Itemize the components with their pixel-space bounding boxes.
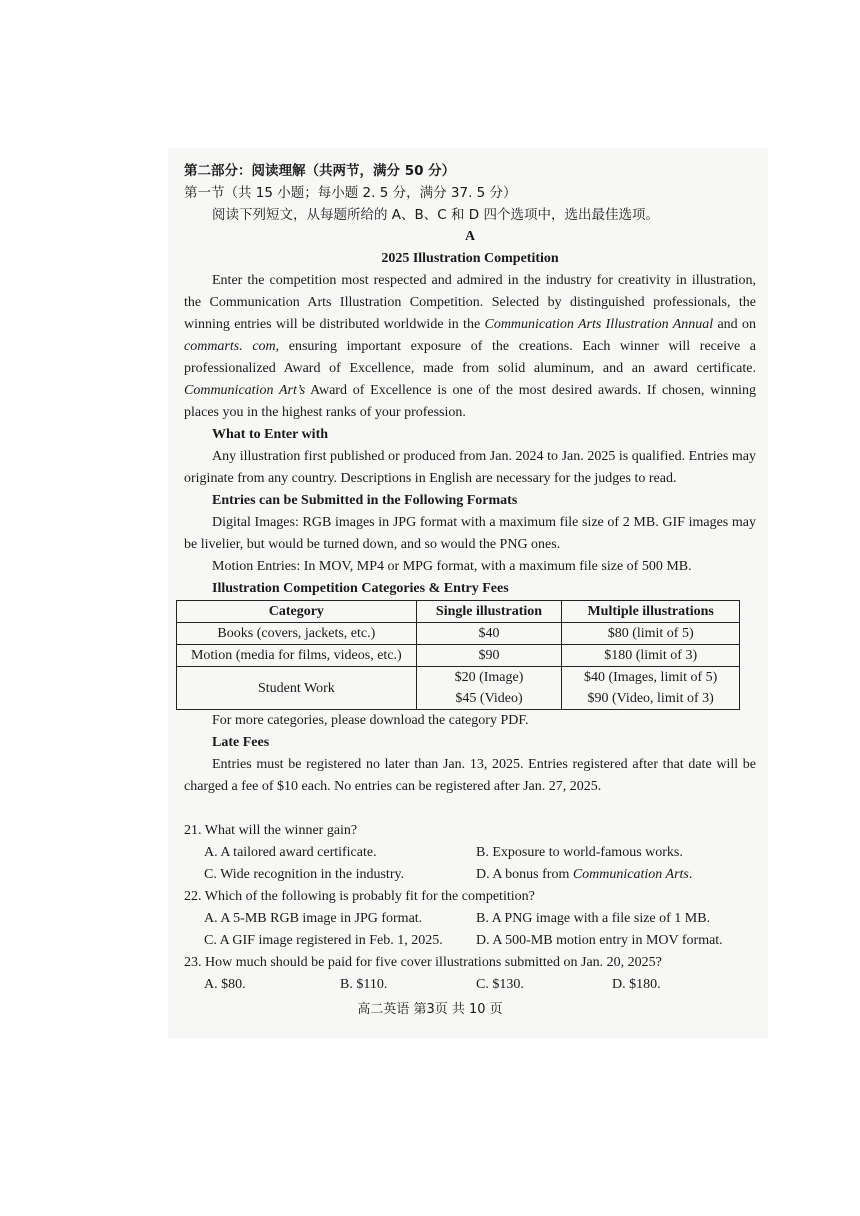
- cell-single: $20 (Image): [416, 667, 562, 689]
- header-multiple: Multiple illustrations: [562, 601, 740, 623]
- passage-title: 2025 Illustration Competition: [381, 251, 559, 266]
- formats-heading: Entries can be Submitted in the Following Formats: [212, 493, 518, 508]
- spacer: [184, 798, 756, 820]
- question-22-options-row-2: [184, 930, 756, 952]
- late-paragraph: Entries must be registered no later than Jan. 13, 2025. Entries registered after that date will be charged a fee of $10 each. No entries can be registered after Jan. 27, 2025.: [184, 757, 756, 794]
- option-a: A. A tailored award certificate.: [204, 845, 377, 860]
- passage-letter: A: [464, 229, 476, 244]
- table-row: [177, 645, 740, 667]
- table-row: [177, 623, 740, 645]
- cell-multiple: $40 (Images, limit of 5): [562, 667, 740, 689]
- cell-multiple: $80 (limit of 5): [562, 623, 740, 645]
- page-footer: 高二英语 第3页 共 10 页: [357, 1002, 503, 1017]
- question-23-stem: 23. How much should be paid for five cover illustrations submitted on Jan. 20, 2025?: [184, 955, 662, 970]
- cell-single: $90: [416, 645, 562, 667]
- option-d: D. A 500-MB motion entry in MOV format.: [476, 933, 723, 948]
- question-21-options-row-1: [184, 842, 756, 864]
- late-heading: Late Fees: [212, 735, 270, 750]
- cell-multiple: $90 (Video, limit of 3): [562, 688, 740, 710]
- cell-single: $45 (Video): [416, 688, 562, 710]
- what-heading: What to Enter with: [212, 427, 329, 442]
- question-23-options: [184, 974, 756, 996]
- fees-table: [176, 600, 740, 710]
- table-header-row: [177, 601, 740, 623]
- question-22-options-row-1: [184, 908, 756, 930]
- option-c: C. $130.: [476, 977, 524, 992]
- table-row: [177, 667, 740, 689]
- option-a: A. A 5-MB RGB image in JPG format.: [204, 911, 423, 926]
- option-c: C. A GIF image registered in Feb. 1, 2025.: [204, 933, 443, 948]
- cell-category: Books (covers, jackets, etc.): [177, 623, 417, 645]
- question-21-options-row-2: [184, 864, 756, 886]
- option-d: D. A bonus from Communication Arts.: [476, 867, 693, 882]
- option-b: B. $110.: [340, 977, 388, 992]
- part-title: 第二部分：阅读理解（共两节，满分 50 分）: [184, 163, 456, 179]
- digital-paragraph: Digital Images: RGB images in JPG format with a maximum file size of 2 MB. GIF images may be livelier, but would be turned down, and so would the PNG ones.: [184, 515, 756, 552]
- option-c: C. Wide recognition in the industry.: [204, 867, 405, 882]
- motion-paragraph: Motion Entries: In MOV, MP4 or MPG format, with a maximum file size of 500 MB.: [212, 559, 692, 574]
- exam-content: [184, 160, 756, 996]
- option-a: A. $80.: [204, 977, 246, 992]
- cell-category: Student Work: [177, 667, 417, 710]
- header-single: Single illustration: [416, 601, 562, 623]
- cell-multiple: $180 (limit of 3): [562, 645, 740, 667]
- cell-category: Motion (media for films, videos, etc.): [177, 645, 417, 667]
- question-22-stem: 22. Which of the following is probably fit for the competition?: [184, 889, 535, 904]
- header-category: Category: [177, 601, 417, 623]
- question-21-stem: 21. What will the winner gain?: [184, 823, 358, 838]
- option-b: B. Exposure to world-famous works.: [476, 845, 683, 860]
- instruction: 阅读下列短文，从每题所给的 A、B、C 和 D 四个选项中，选出最佳选项。: [212, 207, 659, 223]
- option-d: D. $180.: [612, 977, 661, 992]
- table-heading: Illustration Competition Categories & Entry Fees: [212, 581, 509, 596]
- more-categories-note: For more categories, please download the category PDF.: [212, 713, 529, 728]
- section-title: 第一节（共 15 小题；每小题 2. 5 分，满分 37. 5 分）: [184, 185, 517, 201]
- intro-paragraph: Enter the competition most respected and admired in the industry for creativity in illustration, the Communication Arts Illustration Competition. Selected by distinguished professionals, the winning entries will be distributed worldwide in the Communication Arts Illustration Annual and on commarts. com, ensuring important exposure of the creations. Each winner will receive a professionalized Award of Excellence, made from solid aluminum, and an award certificate. Communication Art’s Award of Excellence is one of the most desired awards. If chosen, winning places you in the highest ranks of your profession.: [184, 273, 757, 420]
- cell-single: $40: [416, 623, 562, 645]
- what-paragraph: Any illustration first published or produced from Jan. 2024 to Jan. 2025 is qualified. Entries may originate from any country. Descriptions in English are necessary for the judges to read.: [184, 449, 756, 486]
- option-b: B. A PNG image with a file size of 1 MB.: [476, 911, 711, 926]
